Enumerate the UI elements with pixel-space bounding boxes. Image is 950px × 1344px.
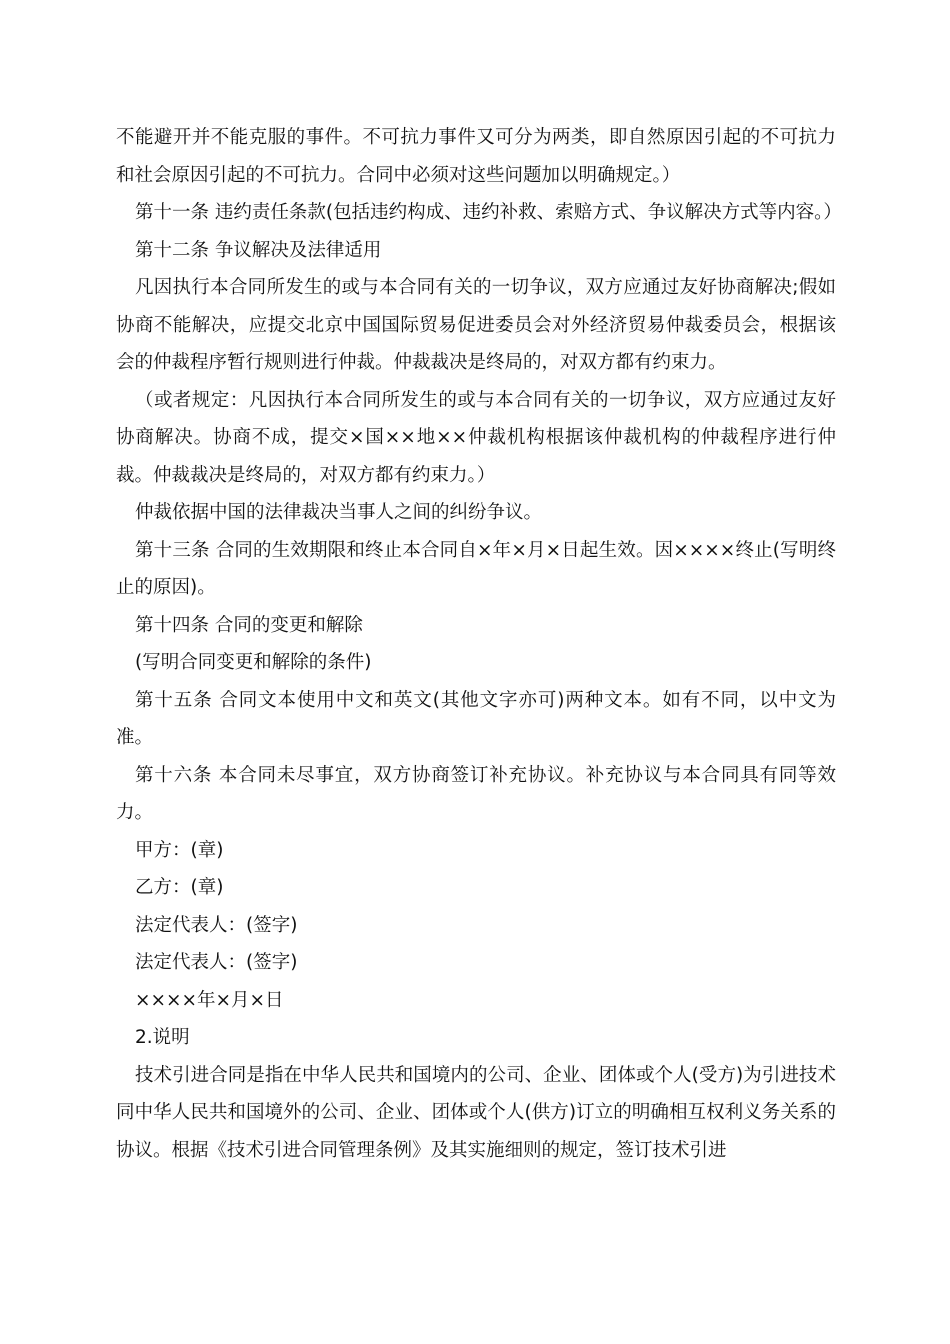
article-16: 第十六条 本合同未尽事宜，双方协商签订补充协议。补充协议与本合同具有同等效力。 — [116, 764, 836, 823]
article-12-heading: 第十二条 争议解决及法律适用 — [135, 239, 382, 261]
section-2-heading: 2.说明 — [135, 1027, 190, 1048]
article-12-alternative: （或者规定：凡因执行本合同所发生的或与本合同有关的一切争议，双方应通过友好协商解决。协商不成，提交×国××地××仲裁机构根据该仲裁机构的仲裁程序进行仲裁。仲裁裁决是终局的，对双方都有约束力。） — [116, 389, 836, 486]
legal-representative-b: 法定代表人：(签字) — [135, 952, 298, 973]
paragraph-force-majeure-continued: 不能避开并不能克服的事件。不可抗力事件又可分为两类，即自然原因引起的不可抗力和社会原因引起的不可抗力。合同中必须对这些问题加以明确规定。） — [116, 127, 836, 186]
article-11: 第十一条 违约责任条款(包括违约构成、违约补救、索赔方式、争议解决方式等内容。） — [135, 202, 842, 223]
article-13: 第十三条 合同的生效期限和终止本合同自×年×月×日起生效。因××××终止(写明终止的原因)。 — [116, 539, 836, 598]
article-12-body: 凡因执行本合同所发生的或与本合同有关的一切争议，双方应通过友好协商解决;假如协商不能解决，应提交北京中国国际贸易促进委员会对外经济贸易仲裁委员会，根据该会的仲裁程序暂行规则进行仲裁。仲裁裁决是终局的，对双方都有约束力。 — [116, 277, 836, 373]
explanation-paragraph: 技术引进合同是指在中华人民共和国境内的公司、企业、团体或个人(受方)为引进技术同中华人民共和国境外的公司、企业、团体或个人(供方)订立的明确相互权利义务关系的协议。根据《技术引进合同管理条例》及其实施细则的规定，签订技术引进 — [116, 1064, 836, 1161]
article-14-note: (写明合同变更和解除的条件) — [135, 652, 372, 673]
article-14-heading: 第十四条 合同的变更和解除 — [135, 614, 363, 636]
party-b-seal: 乙方：(章) — [135, 877, 224, 898]
party-a-seal: 甲方：(章) — [135, 839, 224, 861]
date-line: ××××年×月×日 — [135, 989, 284, 1011]
document-body — [116, 119, 842, 1169]
article-12-law: 仲裁依据中国的法律裁决当事人之间的纠纷争议。 — [135, 502, 543, 523]
article-15: 第十五条 合同文本使用中文和英文(其他文字亦可)两种文本。如有不同，以中文为准。 — [116, 689, 836, 748]
legal-representative-a: 法定代表人：(签字) — [135, 914, 298, 936]
